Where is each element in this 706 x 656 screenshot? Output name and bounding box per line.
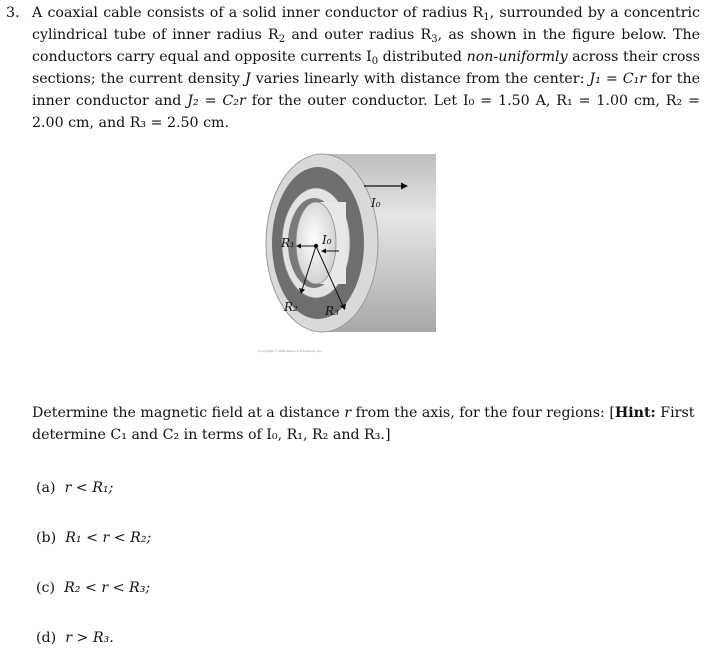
question-text-3: First determine C₁ and C₂ in terms of I₀, R₁, R₂ and R₃.] (32, 405, 695, 443)
given-values: I₀ = 1.50 A, R₁ = 1.00 cm, R₂ = 2.00 cm, and R₃ = 2.50 cm. (32, 93, 700, 131)
hint-label: Hint: (614, 405, 656, 421)
problem-text-5: distributed (378, 49, 467, 65)
r3-subscript: 3 (431, 34, 438, 45)
problem-text-7: varies linearly with distance from the center: (250, 71, 590, 87)
part-d (36, 630, 114, 646)
problem-text-9: for the outer conductor. Let (245, 93, 464, 109)
part-b (36, 530, 151, 546)
coaxial-cable-figure (250, 150, 440, 360)
problem-statement (6, 2, 700, 134)
part-a (36, 480, 113, 496)
problem-body (32, 2, 700, 134)
part-a-label: (a) (36, 480, 56, 496)
label-i0-inner: I₀ (322, 233, 332, 247)
i0-subscript: 0 (371, 56, 379, 67)
problem-text-8: for the inner conductor and (32, 71, 700, 109)
part-b-label: (b) (36, 530, 57, 546)
problem-text-6: across their cross sections; the current density (32, 49, 700, 87)
problem-text-1: A coaxial cable consists of a solid inner conductor of radius R (32, 5, 484, 21)
part-d-region: r > R₃. (65, 630, 114, 646)
current-density-symbol: J (245, 71, 251, 87)
part-c (36, 580, 150, 596)
label-r1: R₁ (281, 236, 295, 250)
problem-text-2: , surrounded by a concentric cylindrical tube of inner radius R (32, 5, 700, 43)
label-i0-outer: I₀ (371, 196, 381, 210)
emphasis-non-uniformly: non-uniformly (466, 49, 568, 65)
r-symbol: r (344, 405, 352, 421)
question-prompt (32, 402, 702, 446)
equation-inner: J₁ = C₁r (589, 71, 647, 87)
label-r3: R₃ (325, 304, 339, 318)
label-r2: R₂ (284, 300, 298, 314)
part-b-region: R₁ < r < R₂; (65, 530, 152, 546)
part-c-region: R₂ < r < R₃; (64, 580, 151, 596)
figure-credit: Copyright © 2004 Pearson Education, Inc. (258, 349, 323, 353)
r2-subscript: 2 (278, 34, 286, 45)
problem-text-4: , as shown in the figure below. The conductors carry equal and opposite currents I (32, 27, 700, 65)
part-a-region: r < R₁; (64, 480, 114, 496)
equation-outer: J₂ = C₂r (187, 93, 246, 109)
part-c-label: (c) (36, 580, 56, 596)
question-text-2: from the axis, for the four regions: [ (351, 405, 615, 421)
problem-text-3: and outer radius R (285, 27, 432, 43)
problem-number: 3. (6, 5, 20, 21)
r1-subscript: 1 (483, 12, 490, 23)
question-text-1: Determine the magnetic field at a distance (32, 405, 345, 421)
part-d-label: (d) (36, 630, 57, 646)
